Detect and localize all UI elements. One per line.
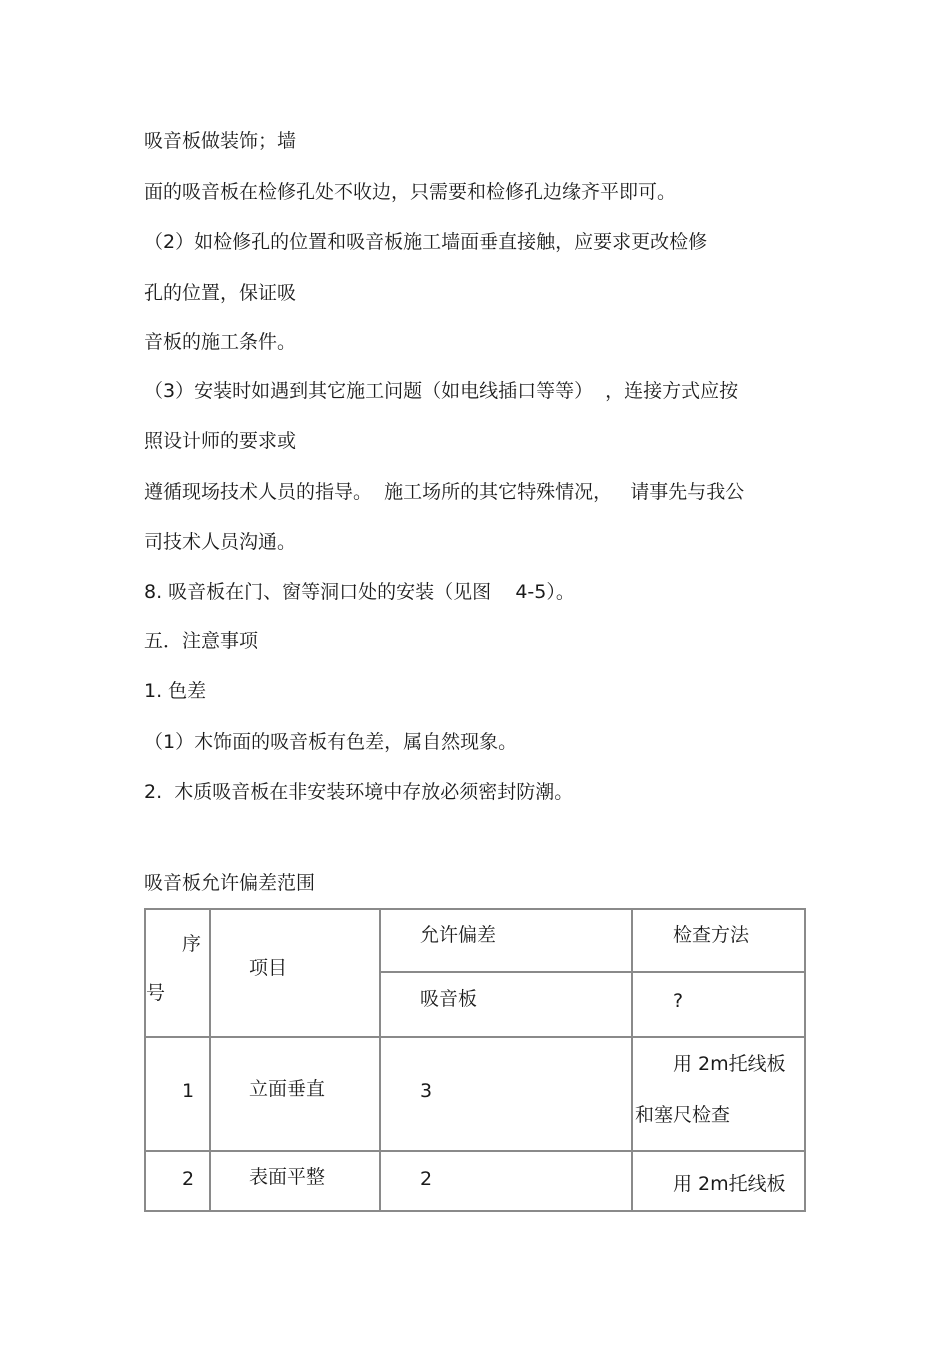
paragraph-line: （1）木饰面的吸音板有色差，属自然现象。 — [144, 731, 518, 753]
table-caption: 吸音板允许偏差范围 — [144, 872, 316, 894]
paragraph-line: 司技术人员沟通。 — [144, 531, 297, 553]
paragraph-line: （3）安装时如遇到其它施工问题（如电线插口等等） ，连接方式应按 — [144, 380, 739, 402]
paragraph-line: 2. 木质吸音板在非安装环境中存放必须密封防潮。 — [144, 781, 574, 803]
row-seq: 2 — [182, 1168, 195, 1190]
header-seq-top: 序 — [182, 933, 202, 955]
table-divider — [146, 1150, 806, 1152]
paragraph-line: 遵循现场技术人员的指导。 施工场所的其它特殊情况， 请事先与我公 — [144, 481, 745, 503]
row-value: 3 — [420, 1080, 433, 1102]
header-sub-tolerance: 吸音板 — [420, 988, 478, 1010]
subsection-heading: 1. 色差 — [144, 680, 207, 702]
header-sub-method: ? — [673, 990, 684, 1012]
row-item: 立面垂直 — [249, 1078, 326, 1100]
header-tolerance: 允许偏差 — [420, 924, 497, 946]
header-seq-bottom: 号 — [146, 982, 166, 1004]
table-divider — [381, 971, 806, 973]
paragraph-line: 8. 吸音板在门、窗等洞口处的安装（见图 4-5）。 — [144, 581, 575, 603]
row-seq: 1 — [182, 1080, 195, 1102]
table-divider — [209, 910, 211, 1210]
table-divider — [379, 910, 381, 1210]
header-item: 项目 — [249, 957, 288, 979]
section-heading: 五．注意事项 — [144, 630, 259, 652]
row-method: 和塞尺检查 — [635, 1104, 731, 1126]
paragraph-line: 音板的施工条件。 — [144, 331, 297, 353]
paragraph-line: 照设计师的要求或 — [144, 430, 297, 452]
paragraph-line: 面的吸音板在检修孔处不收边，只需要和检修孔边缘齐平即可。 — [144, 181, 677, 203]
table-divider — [146, 1036, 806, 1038]
paragraph-line: 吸音板做装饰；墙 — [144, 130, 297, 152]
table-divider — [631, 910, 633, 1210]
row-value: 2 — [420, 1168, 433, 1190]
row-method: 用 2m托线板 — [673, 1173, 786, 1195]
header-method: 检查方法 — [673, 924, 750, 946]
row-item: 表面平整 — [249, 1166, 326, 1188]
paragraph-line: 孔的位置，保证吸 — [144, 282, 297, 304]
row-method: 用 2m托线板 — [673, 1053, 786, 1075]
paragraph-line: （2）如检修孔的位置和吸音板施工墙面垂直接触，应要求更改检修 — [144, 231, 708, 253]
tolerance-table — [144, 908, 806, 1212]
